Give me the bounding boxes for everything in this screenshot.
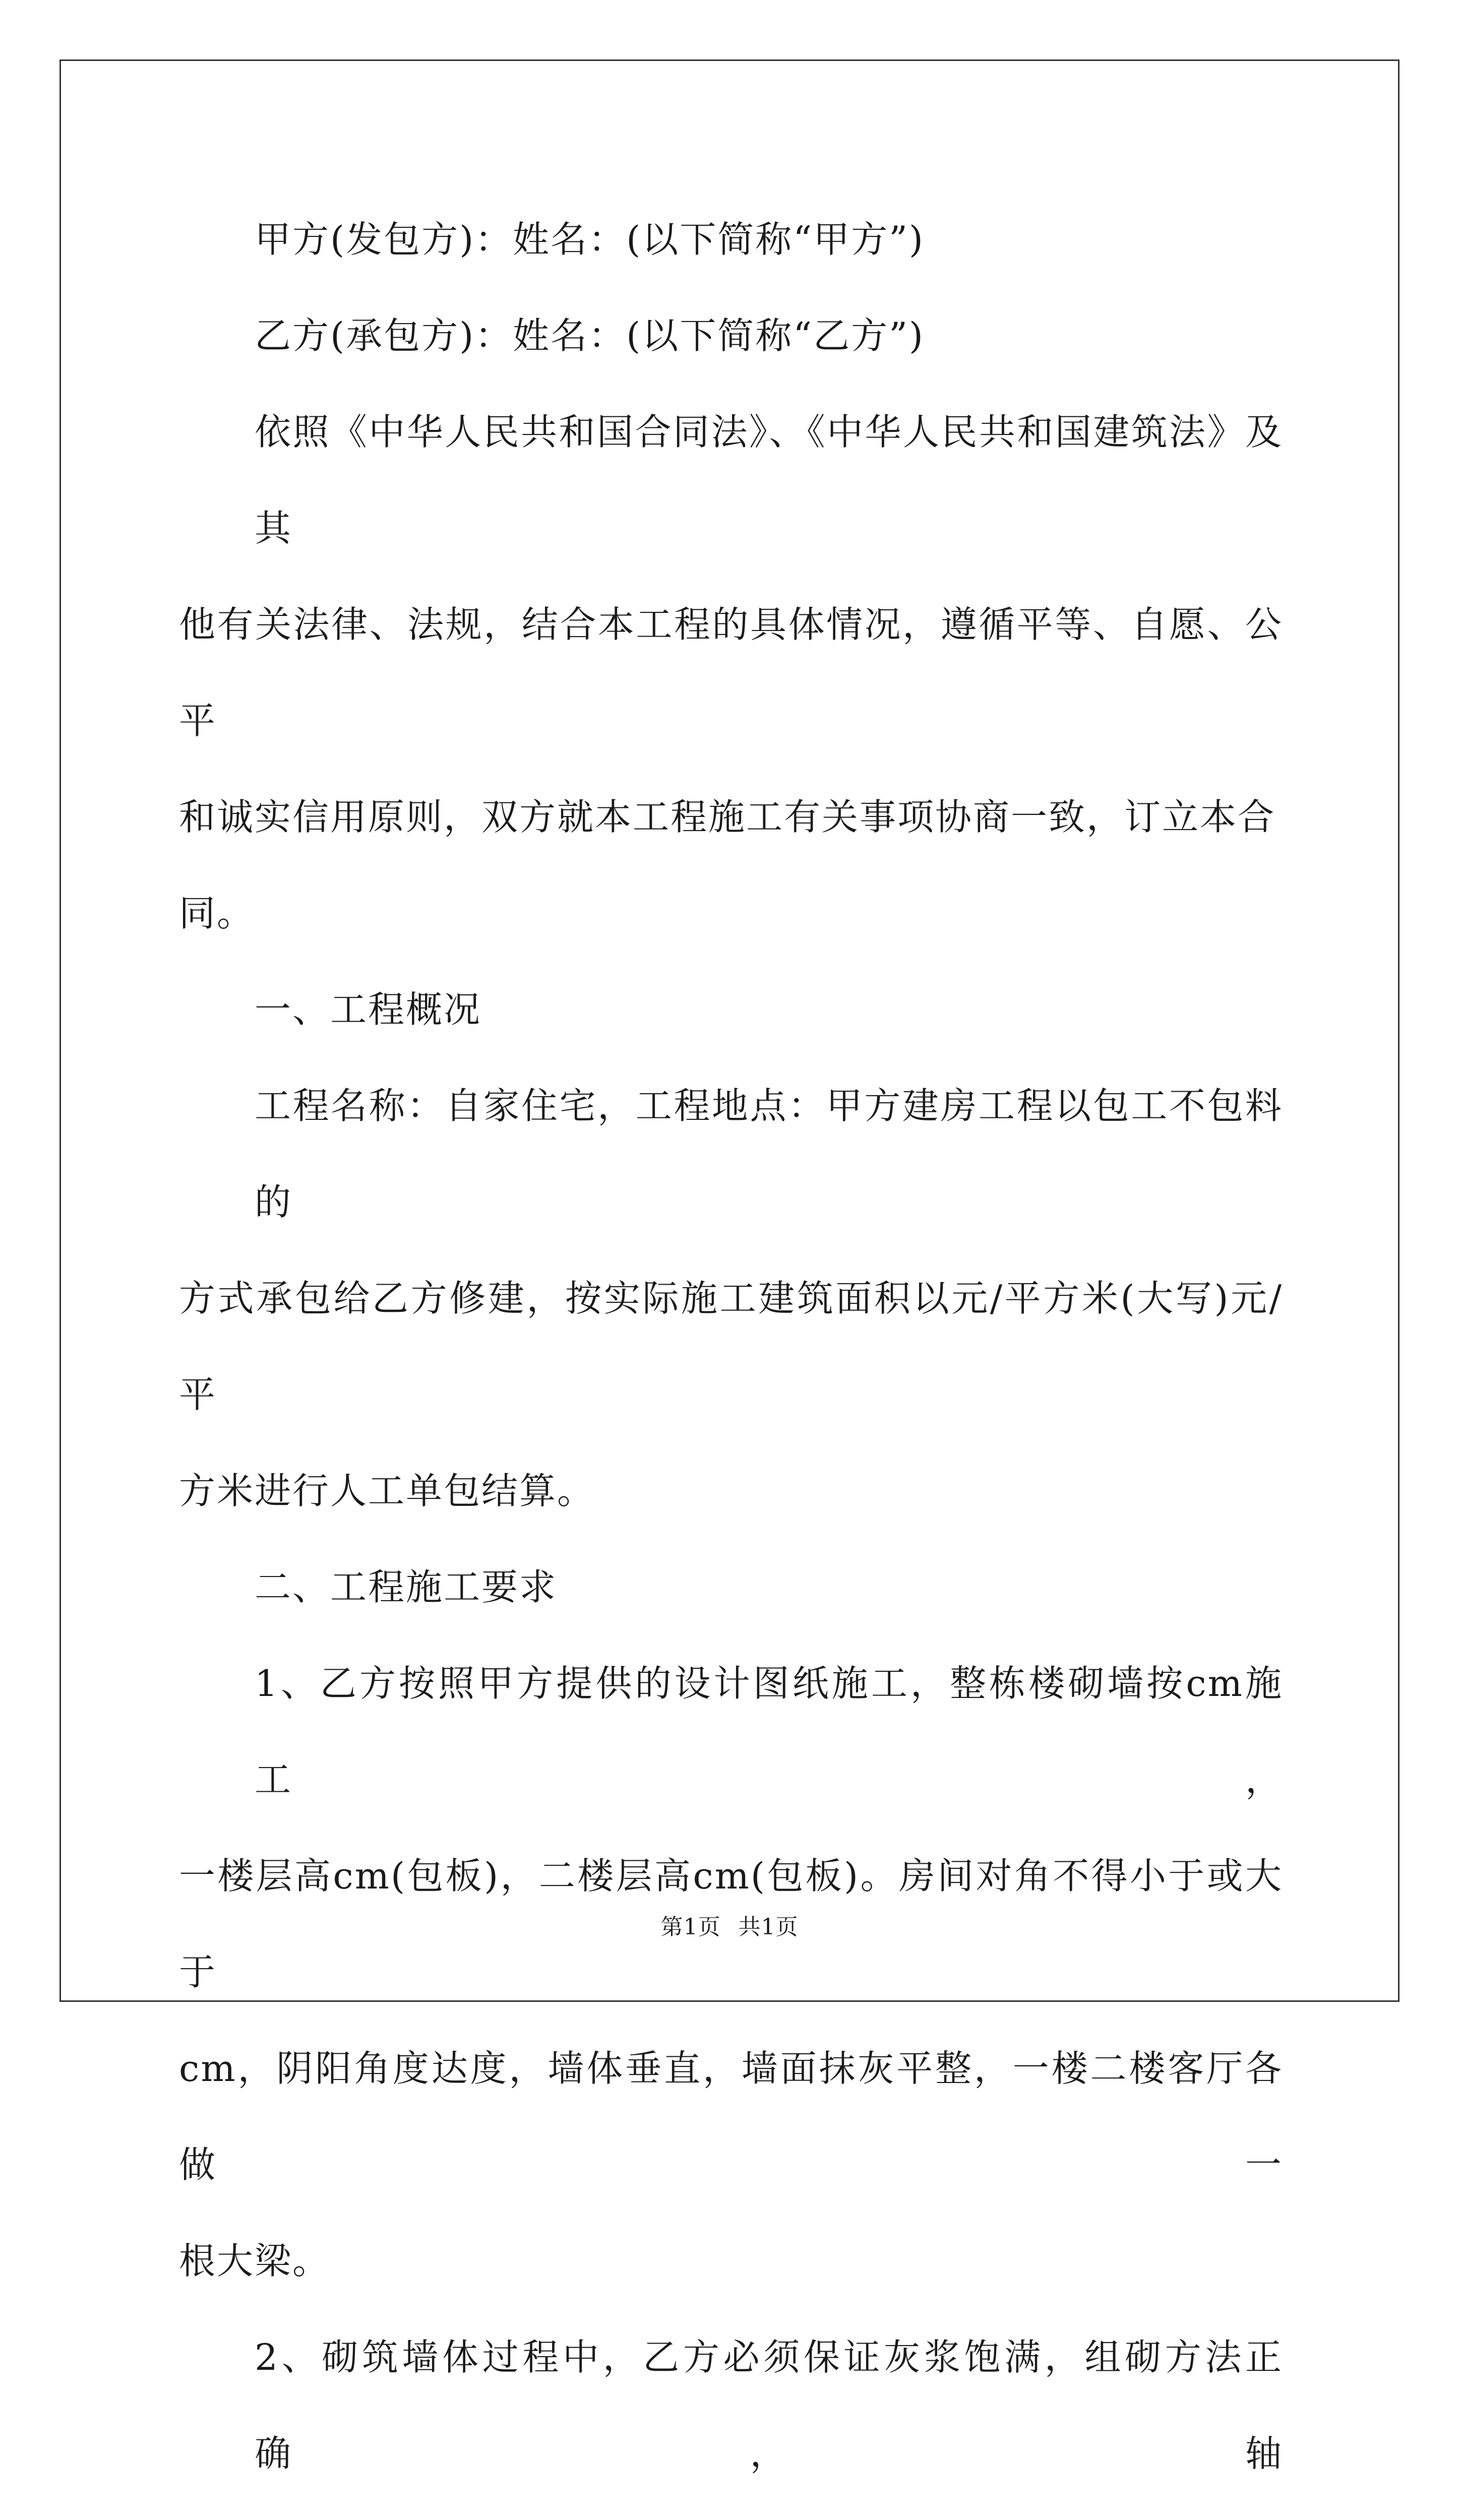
text-line: cm，阴阳角度达度，墙体垂直，墙面抹灰平整，一楼二楼客厅各做一	[179, 2047, 1283, 2186]
text-line: 乙方(承包方)：姓名：(以下简称“乙方”)	[255, 314, 925, 357]
text-line: 根大梁。	[179, 2240, 331, 2282]
text-line: 方米进行人工单包结算。	[179, 1470, 595, 1512]
preamble-paragraph	[179, 384, 1283, 962]
project-overview-paragraph	[179, 1058, 1283, 1539]
text-line: 依照《中华人民共和国合同法》、《中华人民共和国建筑法》及其	[255, 411, 1283, 549]
section-heading-2	[179, 1539, 1283, 1635]
text-line: 2、砌筑墙体过程中，乙方必须保证灰浆饱满，组砌方法正确，轴	[255, 2336, 1283, 2475]
text-line: 和诚实信用原则，双方就本工程施工有关事项协商一致，订立本合同。	[179, 796, 1276, 934]
requirement-1-paragraph	[179, 1635, 1283, 2309]
text-line: 1、乙方按照甲方提供的设计图纸施工，整栋楼砌墙按cm施工，	[255, 1662, 1283, 1801]
text-line	[179, 2502, 1283, 2520]
page-number: 第1页	[660, 1914, 721, 1940]
text-line: 他有关法律、法规，结合本工程的具体情况，遵循平等、自愿、公平	[179, 603, 1283, 742]
text-line: 一、工程概况	[255, 988, 482, 1031]
page-total: 共1页	[738, 1914, 799, 1940]
document-body	[179, 192, 1283, 2520]
text-line: 工程名称：自家住宅，工程地点：甲方建房工程以包工不包料的	[255, 1085, 1283, 1223]
text-line: 一楼层高cm(包板)，二楼层高cm(包板)。房间对角不得小于或大于	[179, 1855, 1283, 1993]
text-line: 二、工程施工要求	[255, 1566, 558, 1608]
party-b-line	[179, 288, 1283, 384]
requirement-2-paragraph	[179, 2309, 1283, 2520]
section-heading-1	[179, 962, 1283, 1058]
text-line: 方式承包给乙方修建，按实际施工建筑面积以元/平方米(大写)元/平	[179, 1277, 1283, 1416]
text-line: 甲方(发包方)：姓名：(以下简称“甲方”)	[255, 218, 925, 261]
page-footer	[0, 1909, 1459, 1941]
party-a-line	[179, 192, 1283, 288]
